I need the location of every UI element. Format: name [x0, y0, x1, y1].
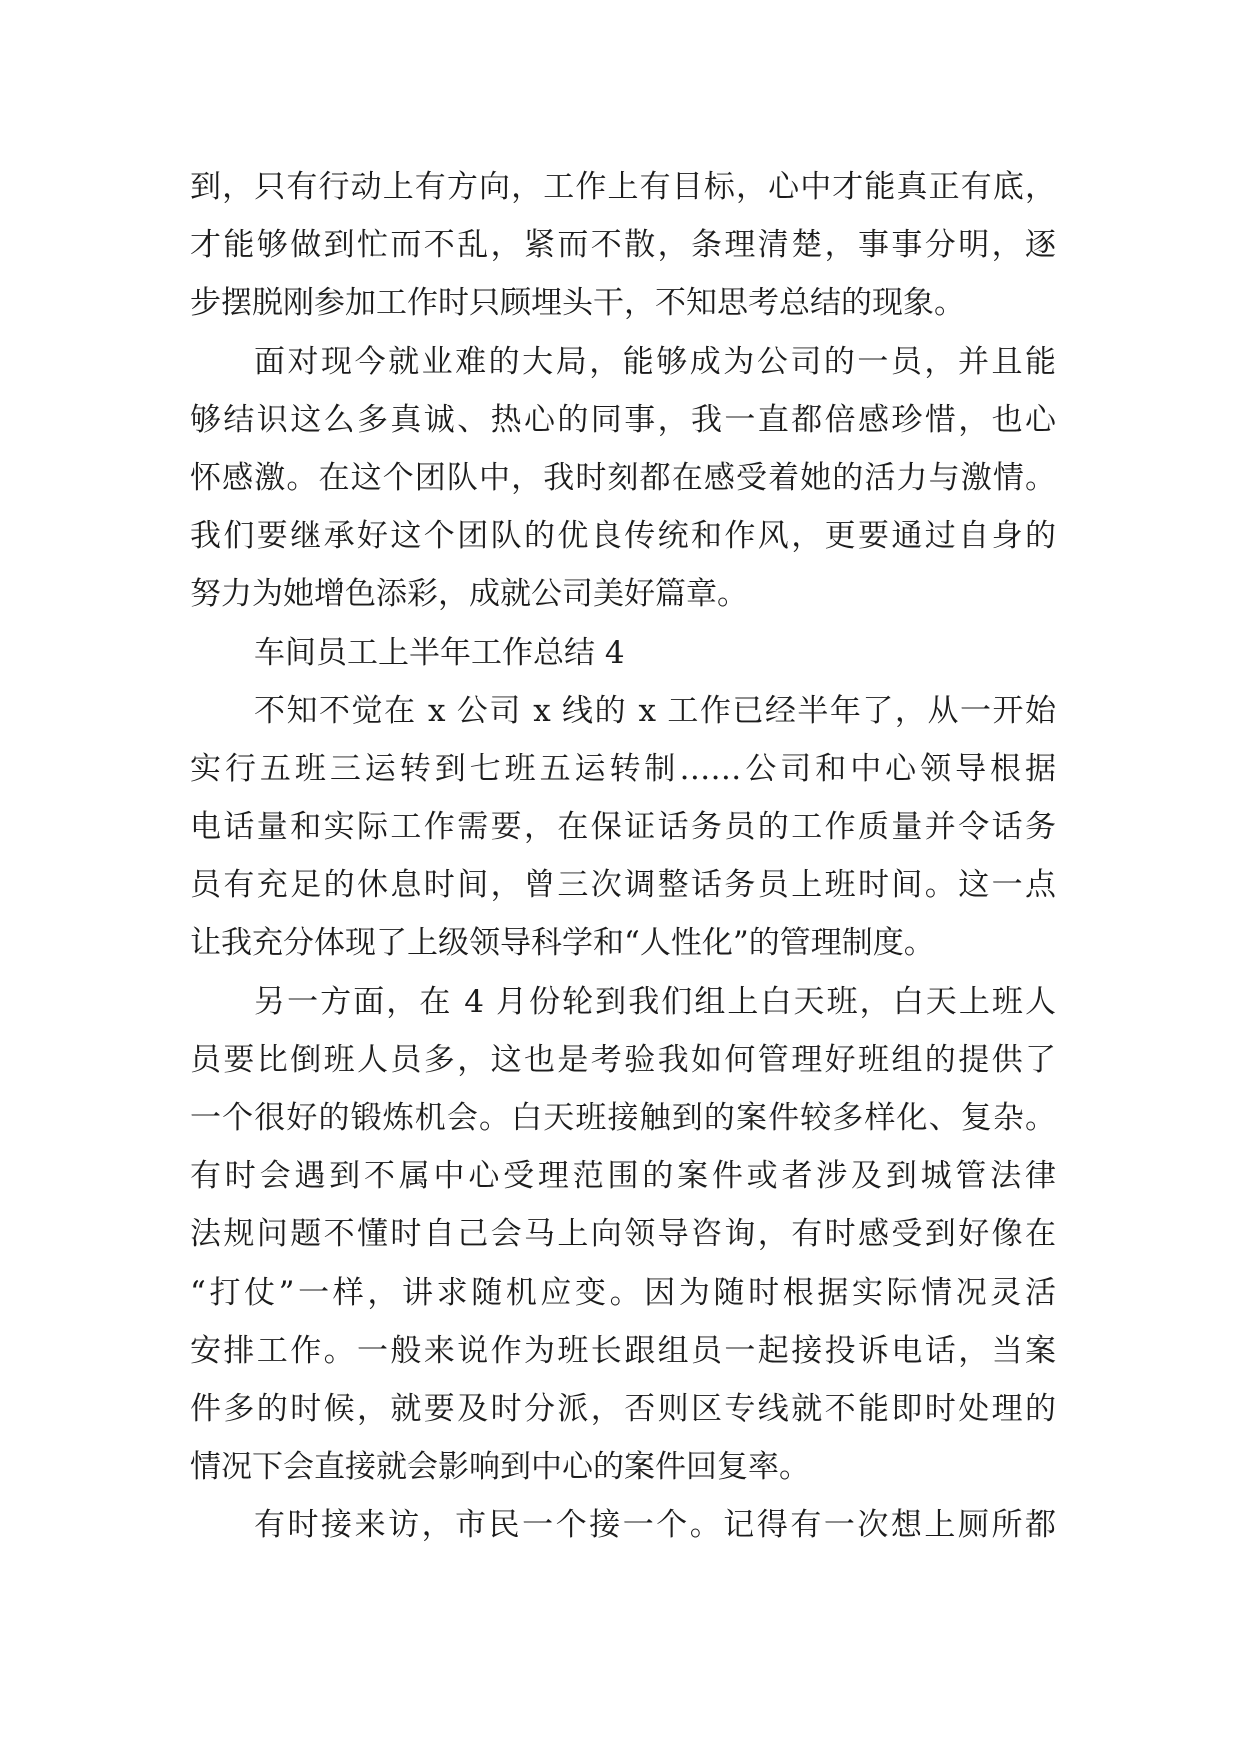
text-line: 不知不觉在 x 公司 x 线的 x 工作已经半年了，从一开始: [254, 692, 1056, 729]
text-line: 有时接来访，市民一个接一个。记得有一次想上厕所都: [254, 1507, 1056, 1544]
text-line: 让我充分体现了上级领导科学和“人性化”的管理制度。: [190, 925, 935, 962]
text-line: 到，只有行动上有方向，工作上有目标，心中才能真正有底，: [190, 169, 1056, 205]
text-line: 员要比倒班人员多，这也是考验我如何管理好班组的提供了: [190, 1041, 1056, 1078]
text-line: “打仗”一样，讲求随机应变。因为随时根据实际情况灵活: [190, 1274, 1056, 1311]
text-line: 情况下会直接就会影响到中心的案件回复率。: [190, 1449, 810, 1486]
text-line: 够结识这么多真诚、热心的同事，我一直都倍感珍惜，也心: [190, 401, 1056, 438]
text-line: 件多的时候，就要及时分派，否则区专线就不能即时处理的: [190, 1390, 1056, 1427]
document-body: [190, 158, 1056, 1555]
text-line: 一个很好的锻炼机会。白天班接触到的案件较多样化、复杂。: [190, 1100, 1056, 1136]
text-line: 步摆脱刚参加工作时只顾埋头干，不知思考总结的现象。: [190, 285, 965, 322]
text-line: 安排工作。一般来说作为班长跟组员一起接投诉电话，当案: [190, 1332, 1056, 1369]
text-line: 法规问题不懂时自己会马上向领导咨询，有时感受到好像在: [190, 1216, 1056, 1253]
text-line: 我们要继承好这个团队的优良传统和作风，更要通过自身的: [190, 518, 1056, 555]
text-line: 努力为她增色添彩，成就公司美好篇章。: [190, 576, 748, 613]
text-line: 另一方面，在 4 月份轮到我们组上白天班，白天上班人: [254, 983, 1056, 1020]
text-line: 面对现今就业难的大局，能够成为公司的一员，并且能: [254, 343, 1056, 380]
text-line: 有时会遇到不属中心受理范围的案件或者涉及到城管法律: [190, 1158, 1056, 1195]
text-line: 电话量和实际工作需要，在保证话务员的工作质量并令话务: [190, 809, 1056, 846]
text-line: 车间员工上半年工作总结 4: [254, 634, 625, 671]
text-line: 员有充足的休息时间，曾三次调整话务员上班时间。这一点: [190, 867, 1056, 904]
text-line: 实行五班三运转到七班五运转制……公司和中心领导根据: [190, 750, 1056, 787]
text-line: 才能够做到忙而不乱，紧而不散，条理清楚，事事分明，逐: [190, 227, 1056, 264]
text-line: 怀感激。在这个团队中，我时刻都在感受着她的活力与激情。: [190, 459, 1056, 496]
